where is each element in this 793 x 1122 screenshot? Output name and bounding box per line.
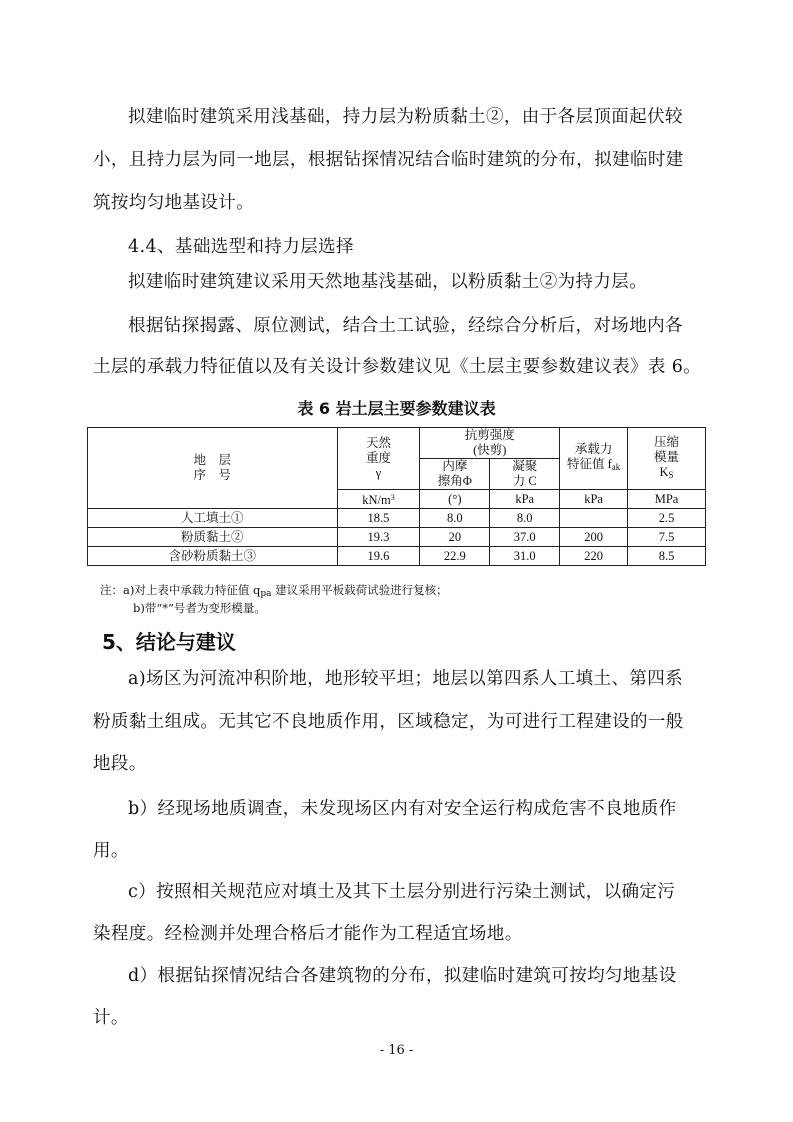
paragraph-line: 筑按均匀地基设计。	[93, 193, 255, 213]
paragraph-line: 根据钻探揭露、原位测试，结合土工试验，经综合分析后，对场地内各	[128, 316, 683, 336]
paragraph-line: a)场区为河流冲积阶地，地形较平坦；地层以第四系人工填土、第四系	[128, 669, 684, 689]
header-density: 天然 重度 γ	[337, 428, 420, 490]
header-modulus: 压缩 模量 $K_S$	[628, 428, 706, 490]
unit-bearing: kPa	[560, 490, 628, 509]
soil-parameters-table	[87, 427, 706, 566]
paragraph-line: 用。	[93, 841, 129, 861]
header-friction: 内摩 擦角Φ	[420, 459, 490, 490]
table-row: 含砂粉质黏土③ 19.6 22.9 31.0 220 8.5	[88, 547, 706, 566]
paragraph-line: 粉质黏土组成。无其它不良地质作用，区域稳定，为可进行工程建设的一般	[93, 712, 684, 732]
table-row: 粉质黏土② 19.3 20 37.0 200 7.5	[88, 528, 706, 547]
paragraph-line: 地段。	[93, 754, 147, 774]
unit-cohesion: kPa	[490, 490, 560, 509]
paragraph-line: 土层的承载力特征值以及有关设计参数建议见《土层主要参数建议表》表 6。	[93, 357, 702, 377]
header-bearing: 承载力 特征值 $f_{ak}$	[560, 428, 628, 490]
unit-friction: (°)	[420, 490, 490, 509]
unit-density: $kN/m^3$	[337, 490, 420, 509]
table-note-a: 注：a)对上表中承载力特征值 $q_{pa}$ 建议采用平板载荷试验进行复核；	[100, 583, 448, 599]
unit-modulus: MPa	[628, 490, 706, 509]
paragraph-line: 计。	[93, 1008, 129, 1028]
section-heading-5: 5、结论与建议	[102, 630, 236, 654]
page-number: - 16 -	[379, 1043, 414, 1058]
section-heading-4-4: 4.4、基础选型和持力层选择	[128, 237, 354, 257]
paragraph-line: b）经现场地质调查，未发现场区内有对安全运行构成危害不良地质作	[128, 799, 677, 819]
header-layer: 地 层 序 号	[88, 428, 338, 509]
paragraph-line: d）根据钻探情况结合各建筑物的分布，拟建临时建筑可按均匀地基设	[128, 966, 677, 986]
paragraph-line: c）按照相关规范应对填土及其下土层分别进行污染土测试，以确定污	[128, 882, 676, 902]
table-note-b: b)带“*”号者为变形模量。	[133, 601, 266, 615]
table-row: 人工填土① 18.5 8.0 8.0 2.5	[88, 509, 706, 528]
paragraph-line: 小，且持力层为同一地层，根据钻探情况结合临时建筑的分布，拟建临时建	[93, 150, 684, 170]
paragraph-line: 拟建临时建筑建议采用天然地基浅基础，以粉质黏土②为持力层。	[128, 272, 648, 292]
paragraph-line: 染程度。经检测并处理合格后才能作为工程适宜场地。	[93, 924, 523, 944]
header-cohesion: 凝聚 力 C	[490, 459, 560, 490]
paragraph-line: 拟建临时建筑采用浅基础，持力层为粉质黏土②，由于各层顶面起伏较	[128, 107, 683, 127]
table-caption: 表 6 岩土层主要参数建议表	[297, 399, 496, 418]
header-shear-strength: 抗剪强度 (快剪)	[420, 428, 560, 459]
